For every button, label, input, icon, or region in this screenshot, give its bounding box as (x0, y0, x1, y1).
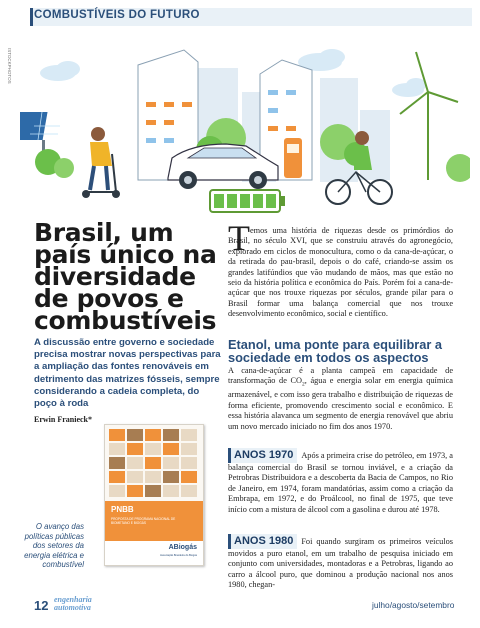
article-deck: A discussão entre governo e sociedade precisa mostrar novas perspectivas para a ampliação das fontes renováveis em detrimento das matrizes fósseis, sempre considerando a cadeia completa, do poço à roda (34, 337, 221, 410)
battery-icon (210, 190, 285, 212)
magazine-brand-line1: engenharia (54, 595, 92, 604)
article-author: Erwin Franieck* (34, 415, 92, 424)
photo-credit: ISTOCKPHOTOS (7, 48, 12, 84)
page-number: 12 (34, 598, 49, 613)
article-headline: Brasil, um país único na diversidade de povos e combustíveis (34, 218, 217, 335)
report-cover-image (104, 424, 204, 566)
section-header-bar (32, 8, 472, 26)
co2-subscript: 2 (302, 382, 305, 389)
charging-station (284, 138, 302, 178)
paragraph-1970s (228, 448, 453, 515)
abiogas-logo-tagline: Associação Brasileira do Biogás (159, 554, 197, 557)
paragraph-cane-text-a: A cana-de-açúcar é a planta campeã em capacidade de transformação de CO (228, 366, 453, 386)
section-subheading: Etanol, uma ponte para equilibrar a sociedade em todos os aspectos (228, 337, 443, 365)
drop-cap: T (228, 218, 250, 258)
paragraph-1980s-text: Foi quando surgiram os primeiros veículos movidos a puro etanol, em um trabalho de pesquisa iniciado em conjunto com universidades, montadoras e a Petrobras, ligando ao carro a álcool puro, que dominou a produção nacional nos anos 1980, chegan- (228, 537, 453, 590)
abiogas-logo: ABiogás (168, 544, 197, 551)
year-label-1970s: ANOS 1970 (228, 448, 297, 463)
year-label-1980s: ANOS 1980 (228, 534, 297, 549)
section-accent-tick (30, 8, 33, 26)
section-tag: COMBUSTÍVEIS DO FUTURO (34, 9, 200, 21)
issue-date: julho/agosto/setembro (372, 600, 455, 610)
hero-illustration (20, 30, 470, 214)
paragraph-cane (228, 366, 453, 432)
cover-caption: O avanço das políticas públicas dos setores da energia elétrica e combustível (24, 522, 84, 569)
intro-paragraph (228, 226, 453, 320)
report-cover-subtitle: PROPOSTA DE PROGRAMA NACIONAL DE BIOMETANO E BIOGÁS (111, 517, 176, 525)
magazine-brand-line2: automotiva (54, 603, 91, 612)
intro-paragraph-text: emos uma história de riquezas desde os primórdios do Brasil, no século XVI, que se construiu através do agronegócio, explorado em ciclos de monocultura, como o da cana-de-açúcar, o da retirada do pau-brasil, depois o do café, criando-se assim os grandes latifúndios que vão mudando de mãos, mas que estão no seio da história política e econômica do País. Porém foi a cana-de-açúcar que nos trouxe riquezas por séculos, grande pilar para o Brasil formar uma balança comercial que nos trouxe desenvolvimento econômico, social e científico. (228, 226, 453, 319)
paragraph-1970s-text: Após a primeira crise do petróleo, em 1973, a balança comercial do Brasil se tornou inviável, e a criação da Petrobras Distribuidora e a descoberta da Bacia de Campos, no Rio de Janeiro, em 1974, foram mandatórias, assim como a criação da Embrapa, em 1972, e do Proálcool, no final de 1975, que teve início com a mistura de álcool com a gasolina e durou até 1978. (228, 451, 453, 514)
scooter-rider (82, 127, 120, 198)
report-cover-title: PNBB (111, 505, 134, 514)
paragraph-1980s (228, 534, 453, 591)
paragraph-cane-text-b: , água e energia solar em energia química armazenável, e com isso gera trabalho e distribuição de riquezas de forma eficiente, promovendo crescimento social e econômico. E essa história alavanca um segmento de energia renovável que abriu um novo mercado iniciado no fim dos anos 1970. (228, 376, 453, 431)
